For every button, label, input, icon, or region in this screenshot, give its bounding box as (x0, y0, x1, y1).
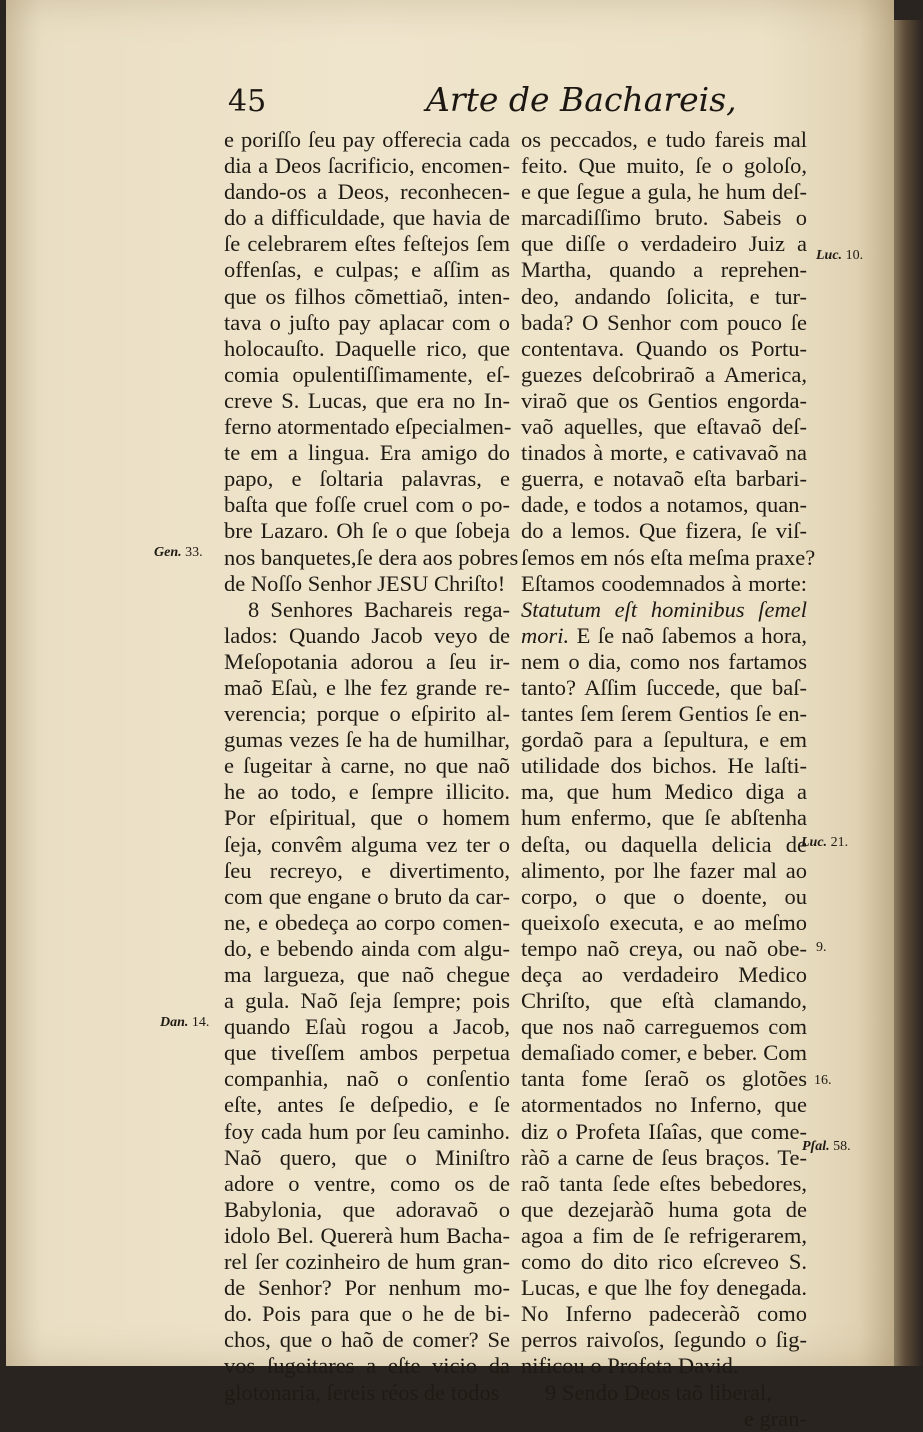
text-line: lados: Quando Jacob veyo de (224, 622, 510, 648)
text-line: de Senhor? Por nenhum mo- (224, 1275, 510, 1301)
margin-note-luc10 (816, 248, 863, 264)
text-line: e ſugeitar à carne, no que naõ (224, 753, 510, 779)
text-line: baſta que foſſe cruel com o po- (224, 492, 510, 518)
text-line: te em a lingua. Era amigo do (224, 440, 510, 466)
text-line: guezes deſcobriraõ a America, (521, 361, 807, 387)
text-line: e gran- (743, 1405, 807, 1431)
text-line: do a lemos. Que fizera, ſe viſ- (521, 518, 807, 544)
text-line: creve S. Lucas, que era no In- (224, 387, 510, 413)
text-line: a gula. Naõ ſeja ſempre; pois (224, 988, 510, 1014)
text-line: como do dito rico eſcreveo S. (521, 1249, 807, 1275)
margin-note-luc21 (801, 835, 848, 851)
text-line: papo, e ſoltaria palavras, e (224, 466, 510, 492)
text-line: ſeja, convêm alguma vez ter o (224, 831, 510, 857)
text-line: viraõ que os Gentios engorda- (521, 387, 807, 413)
text-line: ma largueza, que naõ chegue (224, 962, 510, 987)
text-line: eſte, antes ſe deſpedio, e ſe (224, 1092, 510, 1118)
text-line: Meſopotania adorou a ſeu ir- (224, 648, 510, 674)
text-line: bada? O Senhor com pouco ſe (521, 309, 807, 335)
text-line: Chriſto, que eſtà clamando, (521, 988, 807, 1014)
text-line: que os filhos cõmettiaõ, inten- (224, 283, 510, 309)
text-line: corpo, o que o doente, ou (521, 883, 807, 909)
margin-note-psal (802, 1139, 851, 1155)
text-line: alimento, por lhe fazer mal ao (521, 857, 807, 883)
text-line: ferno atormentado eſpecialmen- (224, 414, 512, 440)
text-line: contentava. Quando os Portu- (521, 335, 807, 361)
text-line: gordaõ para a ſepultura, e em (521, 727, 807, 753)
margin-num: 33. (185, 545, 203, 560)
text-line: nem o dia, como nos fartamos (521, 648, 807, 674)
page-edge-shadow (894, 20, 923, 1366)
text-line: dando-os a Deos, reconhecen- (224, 179, 510, 205)
text-line: tinados à morte, e cativavaõ na (521, 440, 807, 466)
text-line: atormentados no Inferno, que (521, 1092, 807, 1118)
text-line: tempo naõ creya, ou naõ obe- (521, 935, 807, 961)
text-line: tanto? Aſſim ſuccede, que baſ- (521, 674, 807, 700)
text-line: do, e bebendo ainda com algu- (224, 935, 510, 961)
text-line: 9 Sendo Deos taõ liberal, (545, 1379, 772, 1405)
text-line: com que engane o bruto da car- (224, 883, 510, 909)
margin-note-gen (154, 545, 203, 561)
text-line: Naõ quero, que o Miniſtro (224, 1144, 510, 1170)
text-line: verencia; porque o eſpirito al- (224, 701, 510, 727)
text-line: agoa a fim de ſe refrigerarem, (521, 1222, 807, 1248)
page-number: 45 (228, 84, 267, 119)
margin-num: 58. (833, 1139, 851, 1154)
text-line: vaõ aquelles, que eſtavaõ deſ- (521, 414, 807, 440)
text-line: deſta, ou daquella delicia de (521, 831, 807, 857)
text-line: deo, andando ſolicita, e tur- (521, 283, 807, 309)
text-line: nos banquetes,ſe dera aos pobres (224, 544, 519, 570)
text-line: he ao todo, e ſempre illicito. (224, 779, 510, 805)
text-line: ne, e obedeça ao corpo comen- (224, 909, 510, 935)
text-line: que tiveſſem ambos perpetua (224, 1040, 510, 1066)
text-line: que diſſe o verdadeiro Juiz a (521, 231, 807, 257)
text-line: dade, e todos a notamos, quan- (521, 492, 807, 518)
text-line: de Noſſo Senhor JESU Chriſto! (224, 570, 506, 596)
margin-ref: Luc. (801, 835, 828, 850)
text-line: foy cada hum por ſeu caminho. (224, 1118, 510, 1144)
text-line: Por eſpiritual, que o homem (224, 805, 510, 831)
text-line: Statutum eſt hominibus ſemel (521, 596, 807, 622)
text-line: dia a Deos ſacrificio, encomen- (224, 153, 510, 179)
text-line: demaſiado comer, e beber. Com (521, 1040, 807, 1066)
text-line: Martha, quando a reprehen- (521, 257, 807, 283)
text-line: maõ Eſaù, e lhe fez grande re- (224, 674, 510, 700)
text-line: tantes ſem ſerem Gentios ſe en- (521, 701, 807, 727)
text-line: guerra, e notavaõ eſta barbari- (521, 466, 807, 492)
text-line: queixoſo executa, e ao meſmo (521, 909, 807, 935)
text-line: 8 Senhores Bachareis rega- (248, 596, 510, 622)
text-line: companhia, naõ o conſentio (224, 1066, 510, 1092)
text-line: vos ſugeitares a eſte vicio da (224, 1353, 510, 1379)
margin-note-dan (160, 1015, 209, 1031)
text-line: os peccados, e tudo fareis mal (521, 127, 807, 152)
text-line: holocauſto. Daquelle rico, que (224, 335, 510, 361)
margin-num: 14. (191, 1015, 210, 1030)
text-line: que nos naõ carreguemos com (521, 1014, 807, 1040)
margin-num: 10. (845, 248, 864, 263)
text-line: que dezejaràõ huma gota de (521, 1196, 807, 1222)
margin-note-9 (816, 940, 827, 956)
text-line: Lucas, e que lhe foy denegada. (521, 1275, 807, 1301)
text-line: ma, que hum Medico diga a (521, 779, 807, 805)
page-header (6, 80, 894, 130)
text-line: mori. E ſe naõ ſabemos a hora, (521, 622, 807, 648)
margin-note-16 (814, 1073, 832, 1089)
text-line: offenſas, e culpas; e aſſim as (224, 257, 510, 283)
text-line: utilidade dos bichos. He laſti- (521, 753, 807, 779)
text-line: do. Pois para que o he de bi- (224, 1301, 510, 1327)
text-line: do a difficuldade, que havia de (224, 205, 510, 231)
margin-ref: Gen. (154, 545, 182, 560)
left-column (224, 127, 519, 1406)
text-line: ſemos em nós eſta meſma praxe? (521, 544, 816, 570)
text-line: marcadiſſimo bruto. Sabeis o (521, 205, 807, 231)
margin-num: 9. (816, 940, 827, 955)
text-line: rel ſer cozinheiro de hum gran- (224, 1249, 510, 1275)
margin-ref: Dan. (160, 1015, 189, 1030)
margin-ref: Pſal. (802, 1139, 830, 1154)
text-line: chos, que o haõ de comer? Se (224, 1327, 510, 1353)
margin-num: 21. (830, 835, 849, 850)
running-title: Arte de Bachareis, (426, 80, 737, 119)
text-line: Eſtamos coodemnados à morte: (521, 570, 807, 596)
text-line: nificou o Profeta David. (521, 1353, 739, 1379)
margin-ref: Luc. (816, 248, 843, 263)
book-page (6, 0, 894, 1431)
text-line: ràõ a carne de ſeus braços. Te- (521, 1144, 807, 1170)
text-line: ſeu recreyo, e divertimento, (224, 857, 510, 883)
text-line: tanta fome ſeraõ os glotões (521, 1066, 807, 1092)
text-line: e poriſſo ſeu pay offerecia cada (224, 127, 510, 152)
text-line: raõ tanta ſede eſtes bebedores, (521, 1170, 807, 1196)
text-line: No Inferno padeceràõ como (521, 1301, 807, 1327)
text-line: ſe celebrarem eſtes feſtejos ſem (224, 231, 510, 257)
text-line: e que ſegue a gula, he hum deſ- (521, 179, 807, 205)
text-line: hum enfermo, que ſe abſtenha (521, 805, 807, 831)
text-line: diz o Profeta Iſaîas, que come- (521, 1118, 807, 1144)
text-line: quando Eſaù rogou a Jacob, (224, 1014, 510, 1040)
text-line: feito. Que muito, ſe o goloſo, (521, 153, 807, 179)
text-line: perros raivoſos, ſegundo o ſig- (521, 1327, 807, 1353)
text-line: adore o ventre, como os de (224, 1170, 510, 1196)
text-line: idolo Bel. Quererà hum Bacha- (224, 1222, 510, 1248)
text-line: gumas vezes ſe ha de humilhar, (224, 727, 510, 753)
text-line: comia opulentiſſimamente, eſ- (224, 361, 510, 387)
margin-num: 16. (814, 1073, 832, 1088)
text-line: Babylonia, que adoravaõ o (224, 1196, 510, 1222)
latin-quote: mori. (521, 622, 570, 648)
text-line: bre Lazaro. Oh ſe o que ſobeja (224, 518, 510, 544)
text-line: tava o juſto pay aplacar com o (224, 309, 510, 335)
text-line: glotonaria, ſereis réos de todos (224, 1379, 500, 1405)
text-line: deça ao verdadeiro Medico (521, 962, 807, 987)
